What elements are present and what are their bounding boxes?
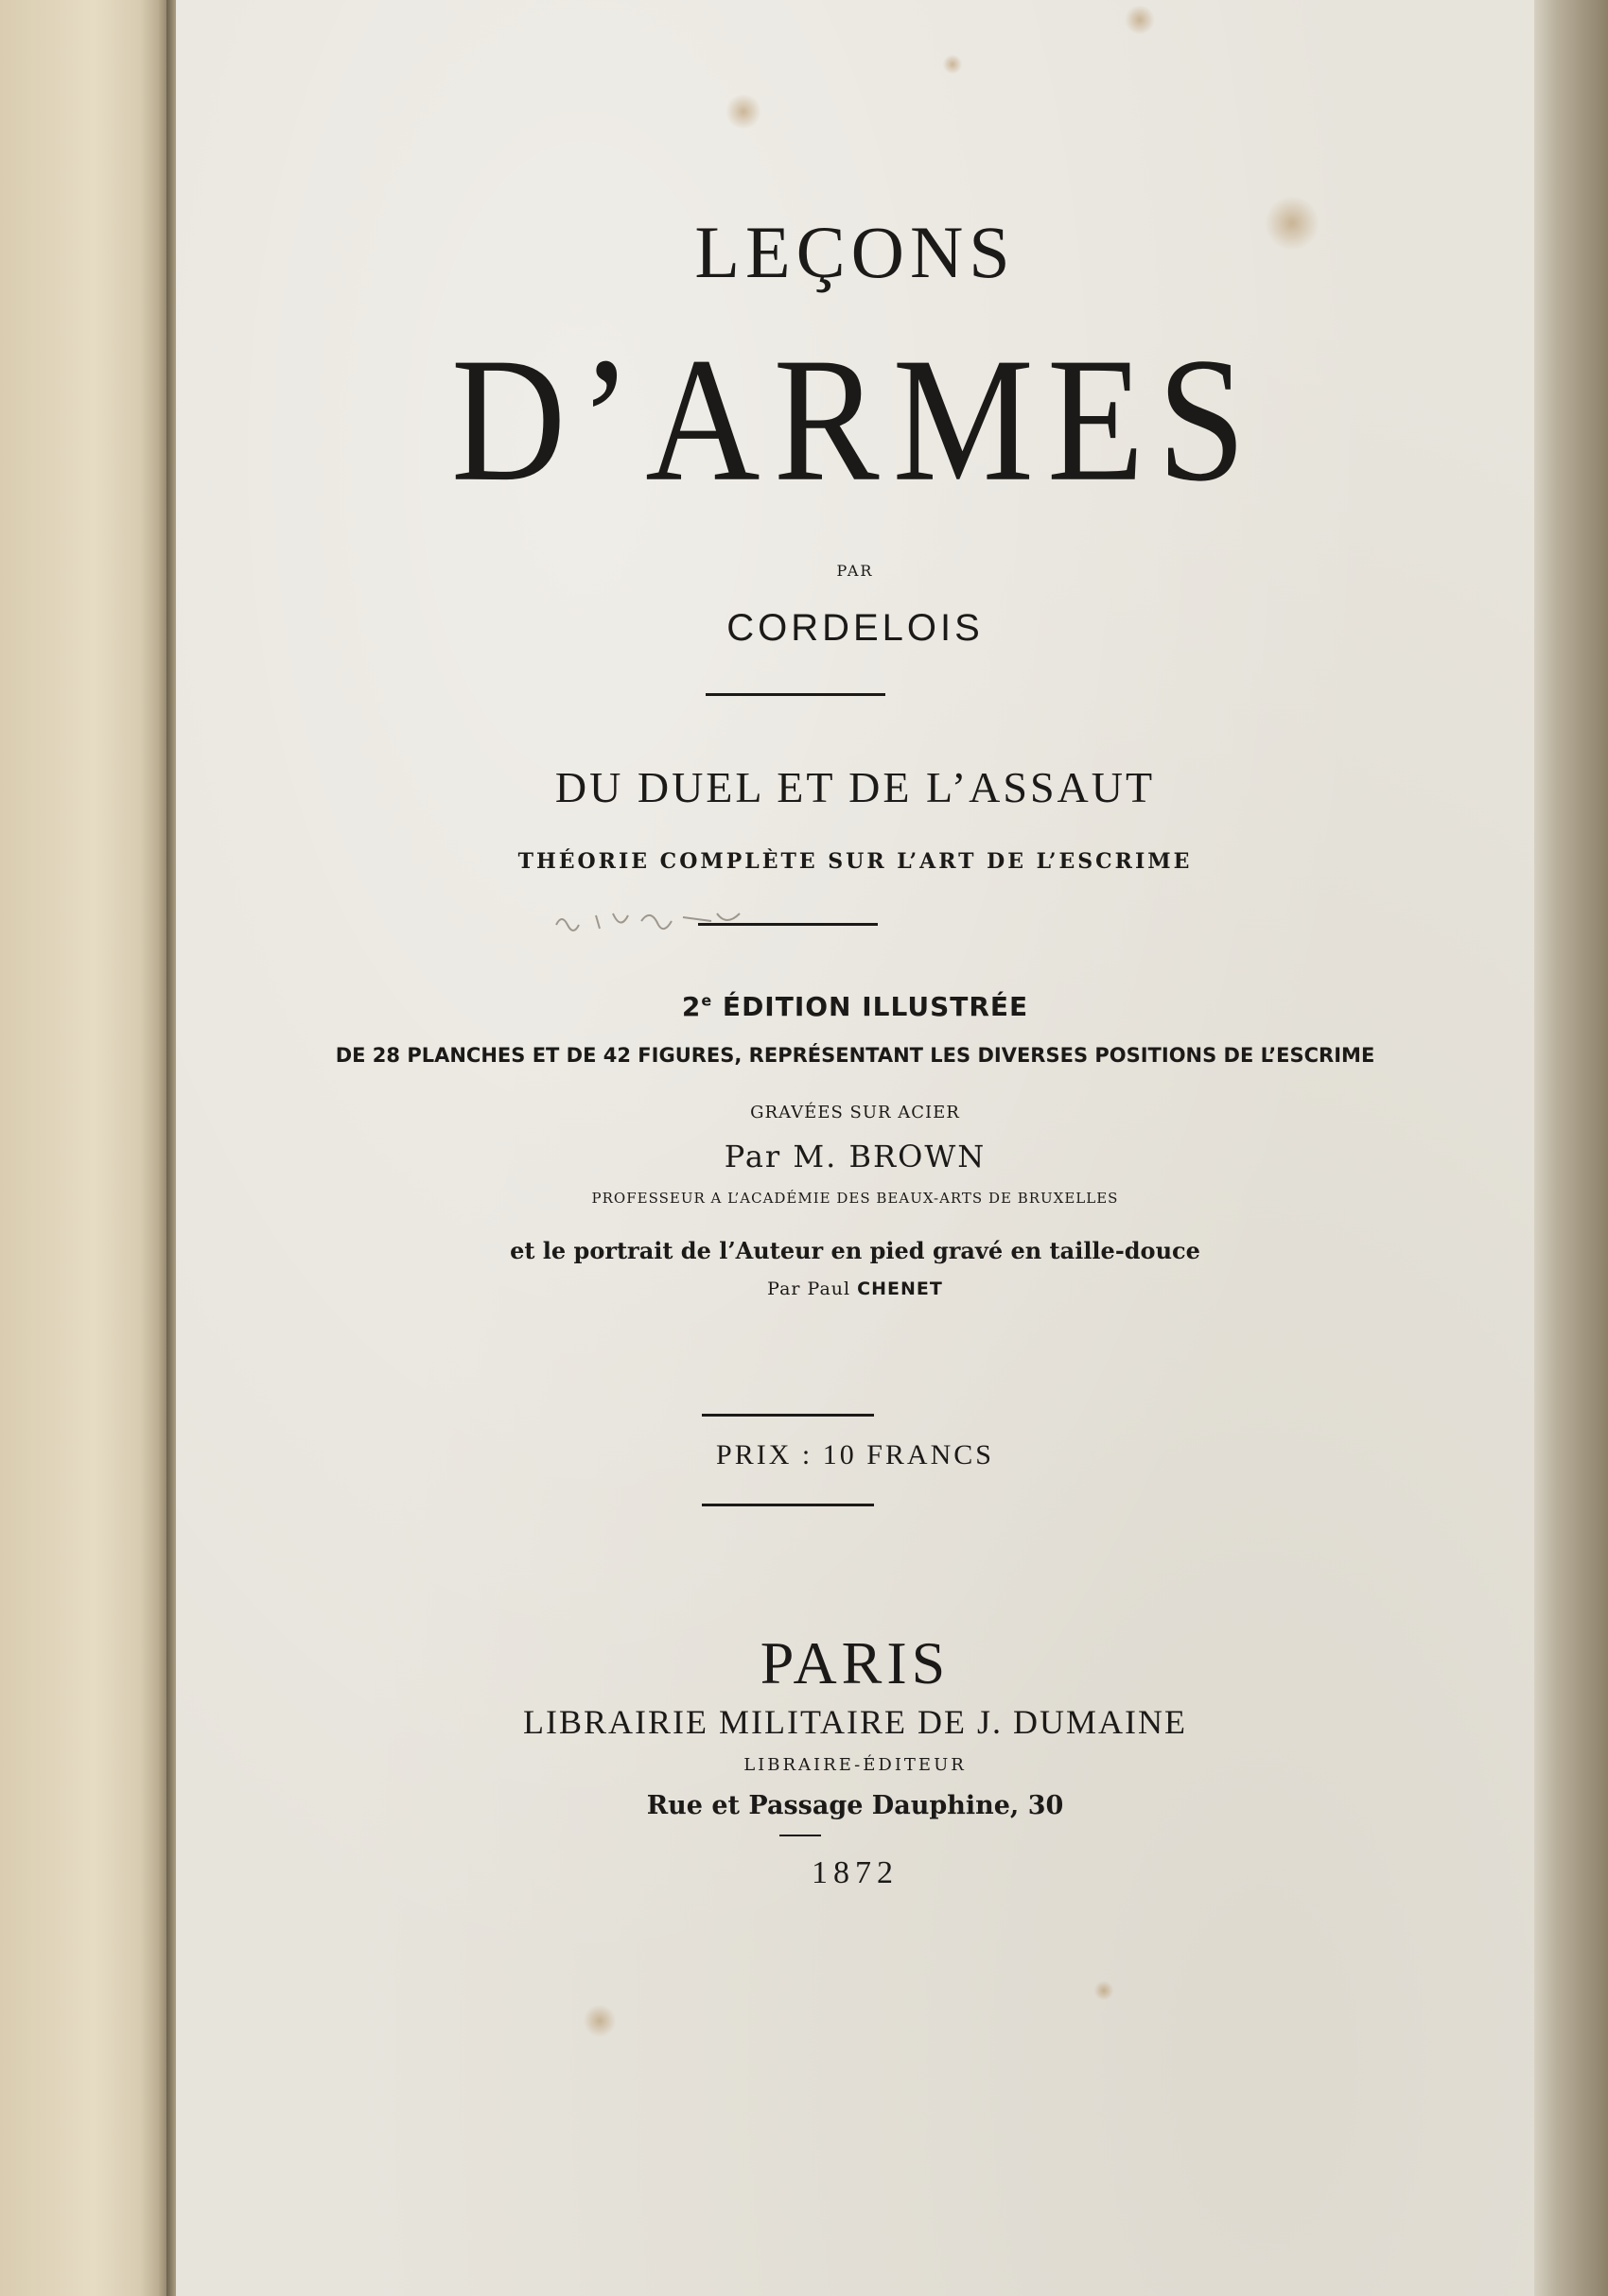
title-line-1: LEÇONS bbox=[694, 211, 1016, 293]
engraved-line: GRAVÉES SUR ACIER bbox=[750, 1103, 960, 1122]
divider-rule bbox=[702, 1504, 874, 1506]
author-name: CORDELOIS bbox=[726, 607, 984, 649]
page-edge bbox=[1534, 0, 1608, 2296]
foxing-spot bbox=[583, 2005, 617, 2037]
engraver-line bbox=[176, 1139, 1534, 1174]
price-line: PRIX : 10 FRANCS bbox=[716, 1439, 994, 1470]
subtitle-2: THÉORIE COMPLÈTE SUR L’ART DE L’ESCRIME bbox=[517, 849, 1193, 874]
divider-rule bbox=[779, 1835, 821, 1836]
publisher-address: Rue et Passage Dauphine, 30 bbox=[646, 1791, 1064, 1820]
publication-city: PARIS bbox=[760, 1629, 951, 1696]
engraver-name: M. BROWN bbox=[793, 1139, 987, 1174]
edition-number: 2 bbox=[681, 991, 702, 1022]
pencil-scribble bbox=[551, 896, 759, 940]
engraver-prefix: Par bbox=[724, 1139, 794, 1174]
by-label: PAR bbox=[836, 562, 874, 580]
portrait-by-prefix: Par Paul bbox=[767, 1278, 858, 1299]
left-flyleaf bbox=[0, 0, 170, 2296]
edition-text: ÉDITION ILLUSTRÉE bbox=[712, 991, 1029, 1022]
engraver-title: PROFESSEUR A L’ACADÉMIE DES BEAUX-ARTS DE BRUXELLES bbox=[591, 1190, 1119, 1207]
title-page bbox=[176, 0, 1534, 2296]
foxing-spot bbox=[1124, 6, 1156, 34]
publisher-name: LIBRAIRIE MILITAIRE DE J. DUMAINE bbox=[522, 1703, 1188, 1741]
divider-rule bbox=[698, 923, 878, 926]
portrait-line: et le portrait de l’Auteur en pied gravé en taille-douce bbox=[510, 1237, 1200, 1264]
plates-line: DE 28 PLANCHES ET DE 42 FIGURES, REPRÉSENTANT LES DIVERSES POSITIONS DE L’ESCRIME bbox=[335, 1044, 1375, 1067]
publisher-role: LIBRAIRE-ÉDITEUR bbox=[743, 1755, 967, 1775]
foxing-spot bbox=[942, 55, 963, 74]
portrait-engraver-line bbox=[176, 1278, 1534, 1299]
edition-line bbox=[176, 991, 1534, 1022]
portrait-engraver-name: CHENET bbox=[857, 1278, 943, 1299]
divider-rule bbox=[706, 693, 885, 696]
subtitle: DU DUEL ET DE L’ASSAUT bbox=[554, 763, 1156, 811]
divider-rule bbox=[702, 1414, 874, 1417]
foxing-spot bbox=[725, 95, 762, 129]
edition-suffix: e bbox=[701, 991, 713, 1010]
title-line-2: D’ARMES bbox=[450, 321, 1260, 519]
foxing-spot bbox=[1093, 1981, 1114, 2000]
publication-year: 1872 bbox=[812, 1855, 899, 1890]
